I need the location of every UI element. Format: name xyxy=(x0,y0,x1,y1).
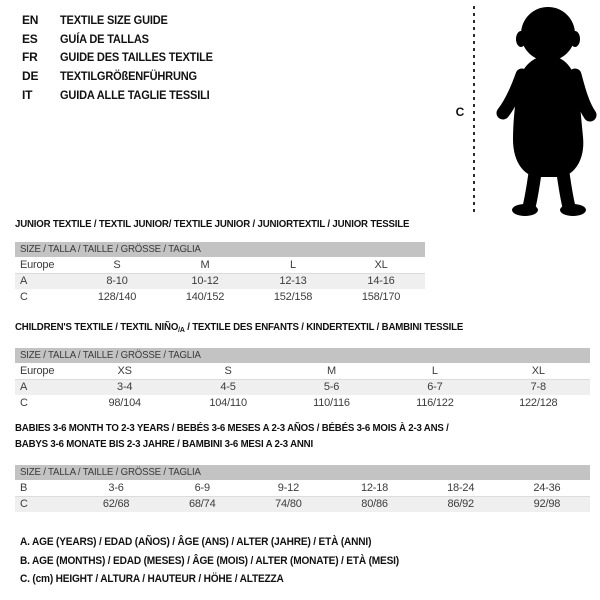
size-value-cell: 10-12 xyxy=(161,273,249,289)
language-row xyxy=(22,11,226,30)
language-label: TEXTILGRÖßENFÜHRUNG xyxy=(60,69,197,84)
table-title-text xyxy=(15,319,463,336)
row-label-cell: B xyxy=(15,480,73,496)
language-label: TEXTILE SIZE GUIDE xyxy=(60,13,168,28)
size-value-cell: 68/74 xyxy=(159,496,245,512)
size-value-cell: 7-8 xyxy=(487,379,590,395)
size-value-cell: 62/68 xyxy=(73,496,159,512)
row-label-cell: C xyxy=(20,291,28,303)
size-value-cell: 4-5 xyxy=(176,379,279,395)
table-row xyxy=(15,480,590,496)
language-row xyxy=(22,30,226,49)
size-value-cell: XS xyxy=(73,363,176,379)
junior-size-table xyxy=(15,257,425,305)
footnote-text: B. AGE (MONTHS) / EDAD (MESES) / ÂGE (MOIS) / ALTER (MONATE) / ETÀ (MESI) xyxy=(20,554,399,567)
language-code: FR xyxy=(22,50,38,65)
size-value-cell: S xyxy=(73,257,161,273)
row-label-cell: Europe xyxy=(15,257,73,273)
size-value-cell: 18-24 xyxy=(418,480,504,496)
footnote-text: C. (cm) HEIGHT / ALTURA / HAUTEUR / HÖHE / ALTEZZA xyxy=(20,573,284,585)
table-title-line xyxy=(15,319,590,336)
language-row xyxy=(22,48,226,67)
size-value-cell: 6-7 xyxy=(383,379,486,395)
size-value-cell: L xyxy=(383,363,486,379)
row-label-cell: C xyxy=(15,496,73,512)
table-title-part: JUNIOR TEXTILE / TEXTIL JUNIOR/ TEXTILE JUNIOR / JUNIORTEXTIL / JUNIOR TESSILE xyxy=(15,218,410,230)
baby-silhouette-icon xyxy=(450,4,600,216)
table-title-part: / TEXTILE DES ENFANTS / KINDERTEXTIL / BAMBINI TESSILE xyxy=(184,321,464,333)
size-value-cell: S xyxy=(176,363,279,379)
footnote-line xyxy=(20,536,432,555)
language-label: GUIDE DES TAILLES TEXTILE xyxy=(60,50,213,65)
table-title-part: BABYS 3-6 MONATE BIS 2-3 JAHRE / BAMBINI 3-6 MESI A 2-3 ANNI xyxy=(15,438,313,450)
table-title-part: BABIES 3-6 MONTH TO 2-3 YEARS / BEBÉS 3-6 MESES A 2-3 AÑOS / BÉBÉS 3-6 MOIS À 2-3 ANS / xyxy=(15,422,449,434)
size-header-bar xyxy=(15,465,590,480)
table-title-subscript: /A xyxy=(178,325,185,334)
children-size-table xyxy=(15,363,590,411)
footnote-line xyxy=(20,573,432,592)
language-row xyxy=(22,67,226,86)
junior-textile-section xyxy=(15,216,425,305)
size-value-cell: 122/128 xyxy=(519,397,558,409)
size-value-cell: 14-16 xyxy=(337,273,425,289)
height-figure xyxy=(450,4,600,216)
size-value-cell: 116/122 xyxy=(416,397,454,409)
size-value-cell: L xyxy=(249,257,337,273)
size-value-cell: 74/80 xyxy=(245,496,331,512)
size-value-cell: 12-18 xyxy=(331,480,417,496)
size-value-cell: M xyxy=(161,257,249,273)
table-title-text xyxy=(15,420,449,436)
table-title-line xyxy=(15,436,590,452)
babies-size-table xyxy=(15,480,590,512)
language-code: ES xyxy=(22,31,38,46)
table-title-part: CHILDREN'S TEXTILE / TEXTIL NIÑO xyxy=(15,321,179,333)
size-value-cell: 92/98 xyxy=(504,496,590,512)
height-label-c: C xyxy=(455,105,465,119)
language-label: GUIDA ALLE TAGLIE TESSILI xyxy=(60,87,210,102)
children-table-title xyxy=(15,319,590,336)
table-row xyxy=(15,395,590,411)
size-value-cell: 12-13 xyxy=(249,273,337,289)
size-header-bar xyxy=(15,242,425,257)
table-title-text xyxy=(15,436,313,452)
babies-textile-section xyxy=(15,420,590,512)
table-title-line xyxy=(15,216,425,232)
babies-table-title xyxy=(15,420,590,452)
size-value-cell: 5-6 xyxy=(280,379,383,395)
size-value-cell: 158/170 xyxy=(361,291,401,303)
row-label-cell: A xyxy=(15,379,73,395)
row-label-cell: C xyxy=(20,397,28,409)
language-code: IT xyxy=(22,87,33,102)
language-row xyxy=(22,85,226,104)
table-row xyxy=(15,363,590,379)
size-header-label: SIZE / TALLA / TAILLE / GRÖSSE / TAGLIA xyxy=(20,466,201,478)
size-value-cell: 6-9 xyxy=(159,480,245,496)
children-textile-section xyxy=(15,319,590,411)
language-list xyxy=(22,11,226,104)
table-row xyxy=(15,496,590,512)
size-header-label: SIZE / TALLA / TAILLE / GRÖSSE / TAGLIA xyxy=(20,349,201,361)
row-label-cell: A xyxy=(15,273,73,289)
size-value-cell: M xyxy=(280,363,383,379)
footnote-legend xyxy=(20,536,432,592)
size-value-cell: 104/110 xyxy=(209,397,247,409)
size-value-cell: 98/104 xyxy=(108,397,141,409)
language-code: EN xyxy=(22,13,39,28)
table-title-line xyxy=(15,420,590,436)
size-value-cell: XL xyxy=(487,363,590,379)
size-value-cell: 80/86 xyxy=(331,496,417,512)
size-value-cell: 3-4 xyxy=(73,379,176,395)
size-value-cell: 86/92 xyxy=(418,496,504,512)
size-header-label: SIZE / TALLA / TAILLE / GRÖSSE / TAGLIA xyxy=(20,243,201,255)
size-value-cell: 3-6 xyxy=(73,480,159,496)
language-label: GUÍA DE TALLAS xyxy=(60,31,149,46)
size-value-cell: 8-10 xyxy=(73,273,161,289)
footnote-text: A. AGE (YEARS) / EDAD (AÑOS) / ÂGE (ANS) / ALTER (JAHRE) / ETÀ (ANNI) xyxy=(20,536,372,548)
size-value-cell: XL xyxy=(337,257,425,273)
size-header-bar xyxy=(15,348,590,363)
table-row xyxy=(15,273,425,289)
footnote-line xyxy=(20,555,432,574)
table-title-text xyxy=(15,216,409,232)
row-label-cell: Europe xyxy=(15,363,73,379)
size-value-cell: 9-12 xyxy=(245,480,331,496)
table-row xyxy=(15,379,590,395)
size-value-cell: 128/140 xyxy=(97,291,137,303)
table-row xyxy=(15,257,425,273)
size-value-cell: 152/158 xyxy=(273,291,313,303)
size-value-cell: 140/152 xyxy=(185,291,225,303)
table-row xyxy=(15,289,425,305)
size-value-cell: 24-36 xyxy=(504,480,590,496)
language-code: DE xyxy=(22,69,39,84)
junior-table-title xyxy=(15,216,425,232)
size-value-cell: 110/116 xyxy=(313,397,350,409)
